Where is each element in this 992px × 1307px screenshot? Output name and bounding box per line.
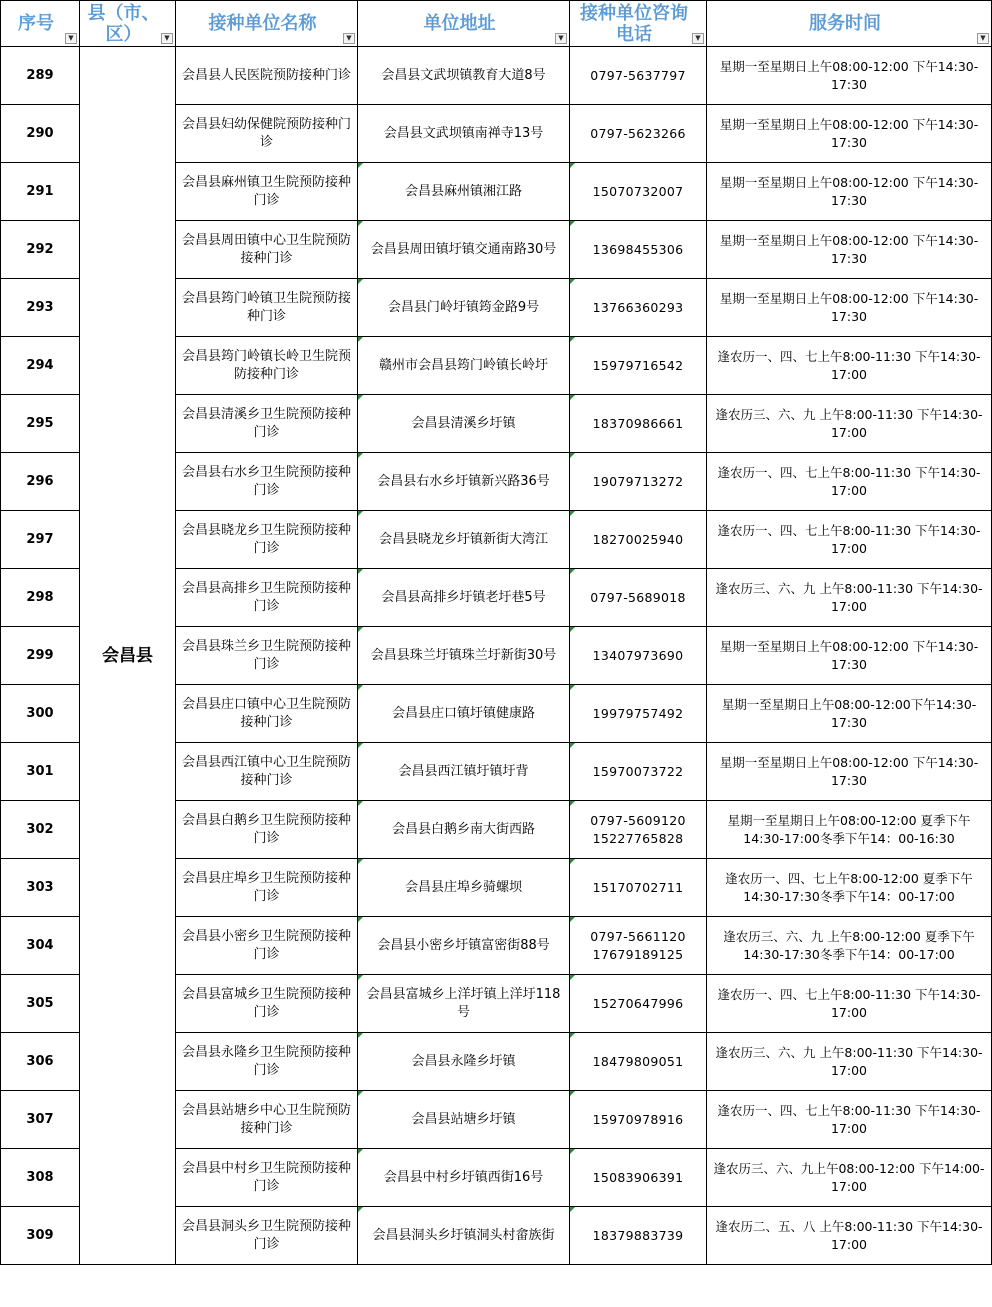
- cell-seq[interactable]: 300: [1, 685, 80, 743]
- cell-address[interactable]: 会昌县永隆乡圩镇: [358, 1033, 570, 1091]
- cell-seq[interactable]: 301: [1, 743, 80, 801]
- header-seq: [1, 1, 80, 47]
- cell-marker-icon: [570, 163, 575, 168]
- cell-marker-icon: [358, 1149, 363, 1154]
- phone-primary: 15270647996: [592, 995, 684, 1011]
- cell-service-hours[interactable]: 星期一至星期日上午08:00-12:00 下午14:30-17:30: [707, 47, 992, 105]
- cell-unit-name[interactable]: 会昌县白鹅乡卫生院预防接种门诊: [176, 801, 358, 859]
- cell-unit-name[interactable]: 会昌县庄埠乡卫生院预防接种门诊: [176, 859, 358, 917]
- cell-service-hours[interactable]: 逢农历一、四、七上午8:00-11:30 下午14:30-17:00: [707, 1091, 992, 1149]
- cell-address[interactable]: 赣州市会昌县筠门岭镇长岭圩: [358, 337, 570, 395]
- phone-primary: 0797-5637797: [590, 67, 686, 83]
- cell-unit-name[interactable]: 会昌县人民医院预防接种门诊: [176, 47, 358, 105]
- phone-primary: 13407973690: [592, 647, 684, 663]
- cell-marker-icon: [570, 859, 575, 864]
- header-hours: [707, 1, 992, 47]
- cell-address[interactable]: 会昌县中村乡圩镇西街16号: [358, 1149, 570, 1207]
- cell-marker-icon: [358, 337, 363, 342]
- cell-marker-icon: [358, 511, 363, 516]
- cell-marker-icon: [358, 279, 363, 284]
- cell-service-hours[interactable]: 逢农历三、六、九上午08:00-12:00 下午14:00-17:00: [707, 1149, 992, 1207]
- cell-unit-name[interactable]: 会昌县珠兰乡卫生院预防接种门诊: [176, 627, 358, 685]
- cell-address[interactable]: 会昌县站塘乡圩镇: [358, 1091, 570, 1149]
- header-address: [358, 1, 570, 47]
- phone-primary: 15970073722: [592, 763, 684, 779]
- cell-marker-icon: [570, 279, 575, 284]
- cell-phone[interactable]: [570, 163, 707, 221]
- cell-marker-icon: [570, 337, 575, 342]
- cell-seq[interactable]: 292: [1, 221, 80, 279]
- cell-address[interactable]: 会昌县右水乡圩镇新兴路36号: [358, 453, 570, 511]
- cell-marker-icon: [570, 1033, 575, 1038]
- cell-marker-icon: [570, 801, 575, 806]
- cell-marker-icon: [570, 511, 575, 516]
- cell-unit-name[interactable]: 会昌县高排乡卫生院预防接种门诊: [176, 569, 358, 627]
- cell-unit-name[interactable]: 会昌县永隆乡卫生院预防接种门诊: [176, 1033, 358, 1091]
- cell-marker-icon: [358, 163, 363, 168]
- cell-service-hours[interactable]: 星期一至星期日上午08:00-12:00下午14:30-17:30: [707, 685, 992, 743]
- cell-address[interactable]: 会昌县富城乡上洋圩镇上洋圩118号: [358, 975, 570, 1033]
- cell-unit-name[interactable]: 会昌县清溪乡卫生院预防接种门诊: [176, 395, 358, 453]
- cell-service-hours[interactable]: 星期一至星期日上午08:00-12:00 下午14:30-17:30: [707, 743, 992, 801]
- cell-marker-icon: [570, 395, 575, 400]
- phone-primary: 13766360293: [592, 299, 684, 315]
- cell-unit-name[interactable]: 会昌县庄口镇中心卫生院预防接种门诊: [176, 685, 358, 743]
- cell-service-hours[interactable]: 逢农历三、六、九 上午8:00-11:30 下午14:30-17:00: [707, 395, 992, 453]
- cell-phone[interactable]: [570, 569, 707, 627]
- cell-address[interactable]: 会昌县庄埠乡骑螺坝: [358, 859, 570, 917]
- cell-phone[interactable]: [570, 1207, 707, 1265]
- cell-service-hours[interactable]: 星期一至星期日上午08:00-12:00 下午14:30-17:30: [707, 221, 992, 279]
- cell-phone[interactable]: [570, 337, 707, 395]
- cell-address[interactable]: 会昌县珠兰圩镇珠兰圩新街30号: [358, 627, 570, 685]
- cell-unit-name[interactable]: 会昌县洞头乡卫生院预防接种门诊: [176, 1207, 358, 1265]
- phone-primary: 19079713272: [592, 473, 684, 489]
- phone-primary: 15170702711: [592, 879, 684, 895]
- cell-marker-icon: [358, 801, 363, 806]
- phone-primary: 0797-5623266: [590, 125, 686, 141]
- cell-unit-name[interactable]: 会昌县筠门岭镇卫生院预防接种门诊: [176, 279, 358, 337]
- cell-unit-name[interactable]: 会昌县筠门岭镇长岭卫生院预防接种门诊: [176, 337, 358, 395]
- cell-seq[interactable]: 296: [1, 453, 80, 511]
- cell-marker-icon: [570, 221, 575, 226]
- cell-marker-icon: [358, 685, 363, 690]
- cell-service-hours[interactable]: 逢农历一、四、七上午8:00-11:30 下午14:30-17:00: [707, 453, 992, 511]
- cell-service-hours[interactable]: 星期一至星期日上午08:00-12:00 下午14:30-17:30: [707, 163, 992, 221]
- cell-phone[interactable]: [570, 975, 707, 1033]
- cell-marker-icon: [358, 917, 363, 922]
- phone-primary: 18270025940: [592, 531, 684, 547]
- cell-address[interactable]: 会昌县周田镇圩镇交通南路30号: [358, 221, 570, 279]
- cell-phone[interactable]: [570, 1033, 707, 1091]
- cell-address[interactable]: 会昌县高排乡圩镇老圩巷5号: [358, 569, 570, 627]
- cell-service-hours[interactable]: 逢农历三、六、九 上午8:00-11:30 下午14:30-17:00: [707, 569, 992, 627]
- header-hours-label: 服务时间: [809, 13, 881, 34]
- dropdown-arrow-icon[interactable]: ▼: [343, 33, 355, 44]
- cell-seq[interactable]: 306: [1, 1033, 80, 1091]
- cell-phone[interactable]: [570, 743, 707, 801]
- cell-address[interactable]: 会昌县文武坝镇南禅寺13号: [358, 105, 570, 163]
- cell-service-hours[interactable]: 星期一至星期日上午08:00-12:00 下午14:30-17:30: [707, 279, 992, 337]
- cell-phone[interactable]: [570, 395, 707, 453]
- cell-marker-icon: [358, 221, 363, 226]
- dropdown-arrow-icon[interactable]: ▼: [692, 33, 704, 44]
- cell-service-hours[interactable]: 逢农历一、四、七上午8:00-12:00 夏季下午14:30-17:30冬季下午14：00-17:00: [707, 859, 992, 917]
- cell-marker-icon: [570, 627, 575, 632]
- phone-primary: 18379883739: [592, 1227, 684, 1243]
- cell-marker-icon: [358, 569, 363, 574]
- cell-seq[interactable]: 299: [1, 627, 80, 685]
- cell-unit-name[interactable]: 会昌县晓龙乡卫生院预防接种门诊: [176, 511, 358, 569]
- cell-phone[interactable]: [570, 685, 707, 743]
- phone-primary: 18479809051: [592, 1053, 684, 1069]
- phone-primary: 15970978916: [592, 1111, 684, 1127]
- cell-phone[interactable]: [570, 221, 707, 279]
- cell-seq[interactable]: 289: [1, 47, 80, 105]
- phone-primary: 13698455306: [592, 241, 684, 257]
- phone-secondary: 15227765828: [592, 830, 684, 846]
- cell-marker-icon: [358, 1091, 363, 1096]
- cell-address[interactable]: 会昌县洞头乡圩镇洞头村畲族街: [358, 1207, 570, 1265]
- cell-marker-icon: [570, 453, 575, 458]
- cell-service-hours[interactable]: 逢农历三、六、九 上午8:00-12:00 夏季下午14:30-17:30冬季下午14：00-17:00: [707, 917, 992, 975]
- cell-unit-name[interactable]: 会昌县周田镇中心卫生院预防接种门诊: [176, 221, 358, 279]
- phone-primary: 15979716542: [592, 357, 684, 373]
- cell-address[interactable]: 会昌县文武坝镇教育大道8号: [358, 47, 570, 105]
- cell-marker-icon: [358, 453, 363, 458]
- phone-primary: 15083906391: [592, 1169, 684, 1185]
- header-county: [80, 1, 176, 47]
- cell-phone[interactable]: [570, 627, 707, 685]
- table-body: [1, 47, 992, 1265]
- cell-phone[interactable]: [570, 511, 707, 569]
- cell-service-hours[interactable]: 逢农历一、四、七上午8:00-11:30 下午14:30-17:00: [707, 975, 992, 1033]
- cell-unit-name[interactable]: 会昌县小密乡卫生院预防接种门诊: [176, 917, 358, 975]
- cell-marker-icon: [358, 859, 363, 864]
- cell-marker-icon: [358, 627, 363, 632]
- header-row: [1, 1, 992, 47]
- phone-primary: 18370986661: [592, 415, 684, 431]
- cell-county-merged[interactable]: 会昌县: [80, 47, 176, 1265]
- cell-service-hours[interactable]: 星期一至星期日上午08:00-12:00 夏季下午14:30-17:00冬季下午14：00-16:30: [707, 801, 992, 859]
- phone-primary: 0797-5689018: [590, 589, 686, 605]
- cell-seq[interactable]: 294: [1, 337, 80, 395]
- cell-marker-icon: [570, 685, 575, 690]
- header-county-label: 县（市、区）: [87, 2, 160, 45]
- header-seq-label: 序号: [18, 13, 54, 34]
- cell-address[interactable]: 会昌县庄口镇圩镇健康路: [358, 685, 570, 743]
- cell-marker-icon: [570, 917, 575, 922]
- cell-unit-name[interactable]: 会昌县富城乡卫生院预防接种门诊: [176, 975, 358, 1033]
- cell-service-hours[interactable]: 星期一至星期日上午08:00-12:00 下午14:30-17:30: [707, 105, 992, 163]
- phone-secondary: 17679189125: [592, 946, 684, 962]
- cell-service-hours[interactable]: 星期一至星期日上午08:00-12:00 下午14:30-17:30: [707, 627, 992, 685]
- cell-service-hours[interactable]: 逢农历三、六、九 上午8:00-11:30 下午14:30-17:00: [707, 1033, 992, 1091]
- header-phone: [570, 1, 707, 47]
- cell-unit-name[interactable]: 会昌县麻州镇卫生院预防接种门诊: [176, 163, 358, 221]
- cell-phone[interactable]: [570, 801, 707, 859]
- cell-address[interactable]: 会昌县麻州镇湘江路: [358, 163, 570, 221]
- header-unit-name: [176, 1, 358, 47]
- cell-seq[interactable]: 304: [1, 917, 80, 975]
- cell-seq[interactable]: 305: [1, 975, 80, 1033]
- header-address-label: 单位地址: [423, 13, 496, 34]
- table-row: [1, 47, 992, 105]
- header-phone-label: 接种单位咨询电话: [580, 2, 688, 45]
- phone-primary: 0797-5609120: [590, 812, 686, 828]
- cell-seq[interactable]: 297: [1, 511, 80, 569]
- cell-seq[interactable]: 303: [1, 859, 80, 917]
- cell-seq[interactable]: 302: [1, 801, 80, 859]
- cell-marker-icon: [358, 743, 363, 748]
- cell-seq[interactable]: 293: [1, 279, 80, 337]
- cell-seq[interactable]: 308: [1, 1149, 80, 1207]
- cell-phone[interactable]: [570, 47, 707, 105]
- cell-phone[interactable]: [570, 279, 707, 337]
- cell-seq[interactable]: 309: [1, 1207, 80, 1265]
- cell-seq[interactable]: 290: [1, 105, 80, 163]
- cell-unit-name[interactable]: 会昌县站塘乡中心卫生院预防接种门诊: [176, 1091, 358, 1149]
- cell-phone[interactable]: [570, 1091, 707, 1149]
- cell-marker-icon: [570, 1149, 575, 1154]
- cell-phone[interactable]: [570, 1149, 707, 1207]
- cell-marker-icon: [358, 1207, 363, 1212]
- cell-address[interactable]: 会昌县门岭圩镇筠金路9号: [358, 279, 570, 337]
- cell-marker-icon: [570, 1207, 575, 1212]
- dropdown-arrow-icon[interactable]: ▼: [65, 33, 77, 44]
- cell-unit-name[interactable]: 会昌县中村乡卫生院预防接种门诊: [176, 1149, 358, 1207]
- cell-seq[interactable]: 295: [1, 395, 80, 453]
- cell-address[interactable]: 会昌县清溪乡圩镇: [358, 395, 570, 453]
- cell-seq[interactable]: 291: [1, 163, 80, 221]
- cell-seq[interactable]: 307: [1, 1091, 80, 1149]
- phone-primary: 19979757492: [592, 705, 684, 721]
- cell-address[interactable]: 会昌县小密乡圩镇富密街88号: [358, 917, 570, 975]
- phone-primary: 0797-5661120: [590, 928, 686, 944]
- dropdown-arrow-icon[interactable]: ▼: [161, 33, 173, 44]
- cell-unit-name[interactable]: 会昌县妇幼保健院预防接种门诊: [176, 105, 358, 163]
- cell-unit-name[interactable]: 会昌县西江镇中心卫生院预防接种门诊: [176, 743, 358, 801]
- cell-marker-icon: [570, 975, 575, 980]
- cell-seq[interactable]: 298: [1, 569, 80, 627]
- cell-phone[interactable]: [570, 917, 707, 975]
- cell-marker-icon: [570, 569, 575, 574]
- cell-marker-icon: [358, 1033, 363, 1038]
- dropdown-arrow-icon[interactable]: ▼: [555, 33, 567, 44]
- cell-service-hours[interactable]: 逢农历一、四、七上午8:00-11:30 下午14:30-17:00: [707, 337, 992, 395]
- cell-marker-icon: [570, 743, 575, 748]
- cell-phone[interactable]: [570, 105, 707, 163]
- header-unit-name-label: 接种单位名称: [208, 13, 317, 34]
- cell-address[interactable]: 会昌县晓龙乡圩镇新街大湾江: [358, 511, 570, 569]
- cell-phone[interactable]: [570, 859, 707, 917]
- cell-marker-icon: [358, 975, 363, 980]
- cell-address[interactable]: 会昌县白鹅乡南大街西路: [358, 801, 570, 859]
- cell-service-hours[interactable]: 逢农历二、五、八 上午8:00-11:30 下午14:30-17:00: [707, 1207, 992, 1265]
- cell-phone[interactable]: [570, 453, 707, 511]
- phone-primary: 15070732007: [592, 183, 684, 199]
- cell-service-hours[interactable]: 逢农历一、四、七上午8:00-11:30 下午14:30-17:00: [707, 511, 992, 569]
- dropdown-arrow-icon[interactable]: ▼: [977, 33, 989, 44]
- cell-unit-name[interactable]: 会昌县右水乡卫生院预防接种门诊: [176, 453, 358, 511]
- cell-marker-icon: [570, 1091, 575, 1096]
- cell-marker-icon: [358, 395, 363, 400]
- cell-address[interactable]: 会昌县西江镇圩镇圩背: [358, 743, 570, 801]
